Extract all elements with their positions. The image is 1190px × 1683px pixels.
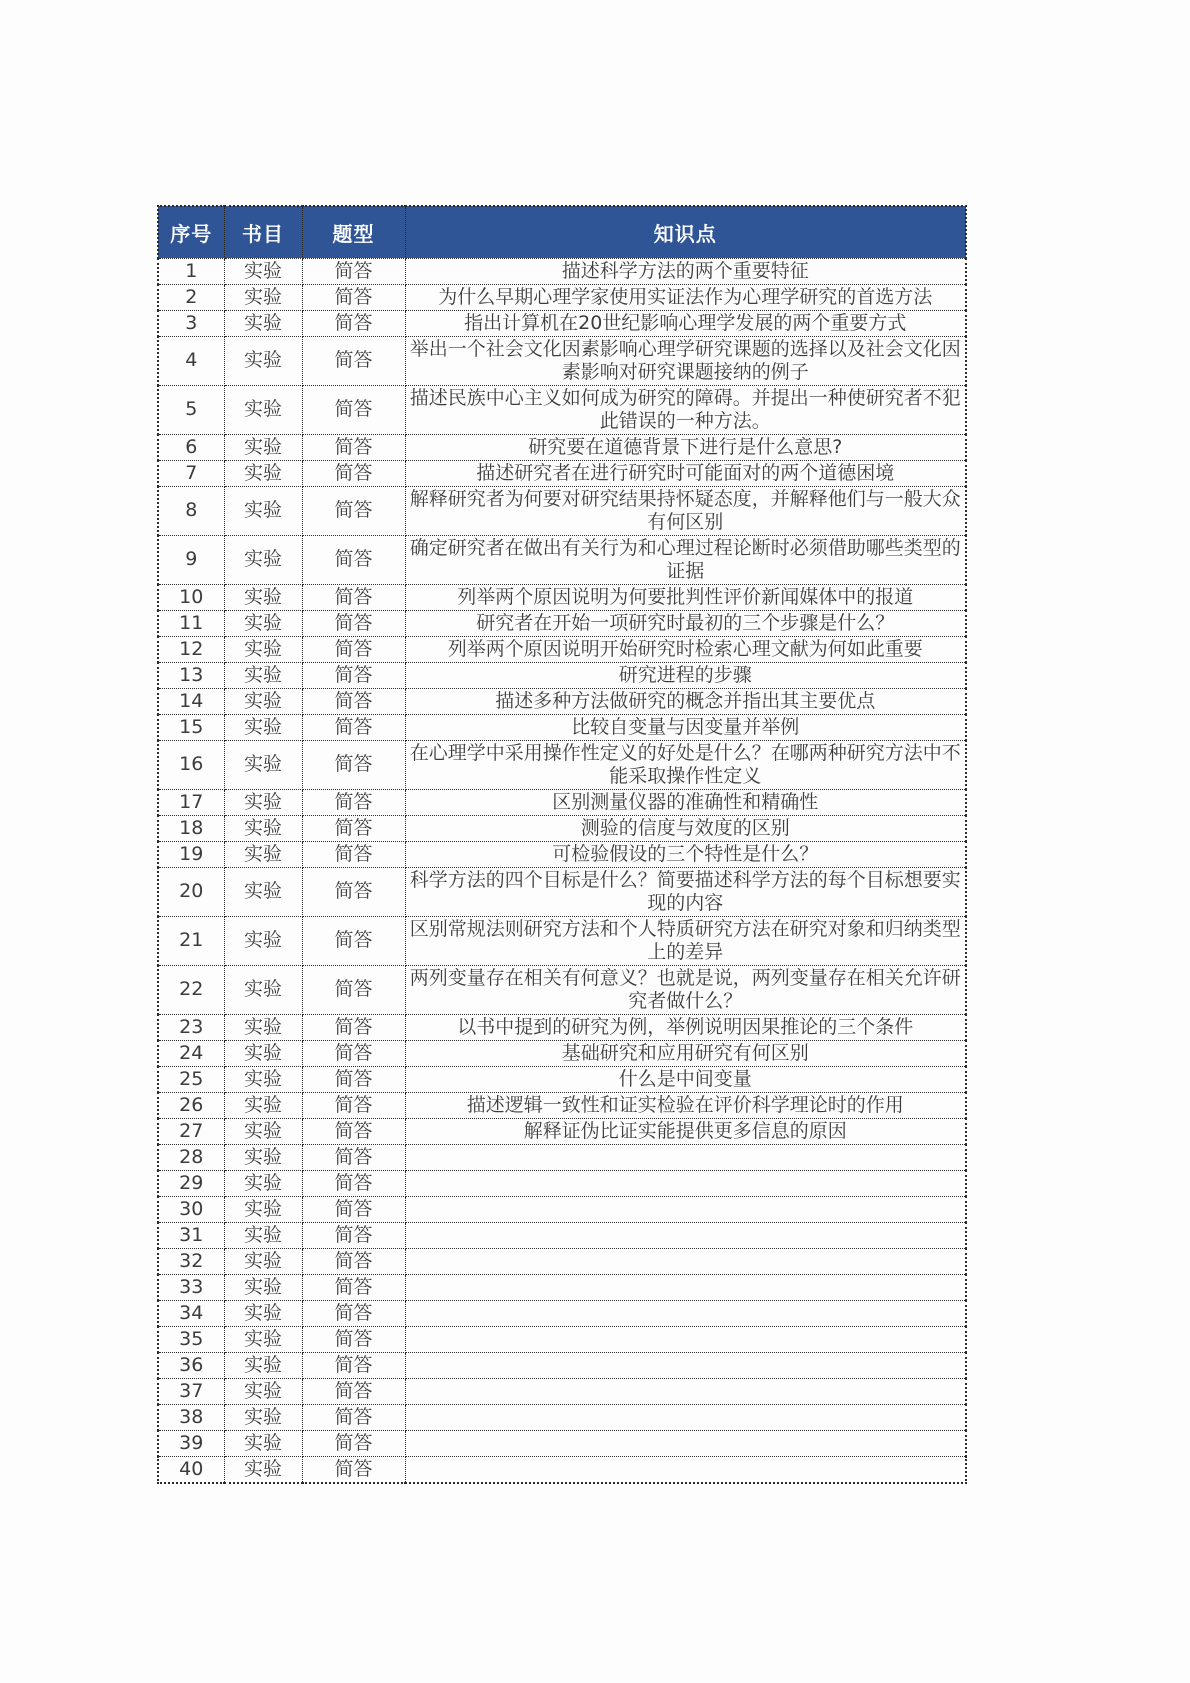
- cell-book: 实验: [224, 1274, 302, 1300]
- cell-knowledge-point: 可检验假设的三个特性是什么？: [405, 841, 966, 867]
- table-row: [158, 1430, 966, 1456]
- cell-index: 29: [158, 1170, 224, 1196]
- cell-knowledge-point: 指出计算机在20世纪影响心理学发展的两个重要方式: [405, 310, 966, 336]
- col-header-book: 书目: [224, 206, 302, 258]
- table-row: [158, 1378, 966, 1404]
- cell-book: 实验: [224, 1040, 302, 1066]
- table-row: [158, 740, 966, 789]
- cell-index: 24: [158, 1040, 224, 1066]
- cell-question-type: 简答: [302, 1118, 405, 1144]
- cell-question-type: 简答: [302, 965, 405, 1014]
- header-row: [158, 206, 966, 258]
- cell-knowledge-point: 两列变量存在相关有何意义？也就是说，两列变量存在相关允许研究者做什么？: [405, 965, 966, 1014]
- cell-question-type: 简答: [302, 714, 405, 740]
- cell-book: 实验: [224, 965, 302, 1014]
- cell-question-type: 简答: [302, 1196, 405, 1222]
- cell-knowledge-point: 什么是中间变量: [405, 1066, 966, 1092]
- cell-book: 实验: [224, 662, 302, 688]
- cell-book: 实验: [224, 486, 302, 535]
- cell-question-type: 简答: [302, 867, 405, 916]
- table-row: [158, 284, 966, 310]
- cell-knowledge-point: 为什么早期心理学家使用实证法作为心理学研究的首选方法: [405, 284, 966, 310]
- cell-knowledge-point: 区别测量仪器的准确性和精确性: [405, 789, 966, 815]
- table-row: [158, 688, 966, 714]
- cell-index: 37: [158, 1378, 224, 1404]
- cell-question-type: 简答: [302, 688, 405, 714]
- cell-question-type: 简答: [302, 1092, 405, 1118]
- cell-book: 实验: [224, 841, 302, 867]
- cell-book: 实验: [224, 1118, 302, 1144]
- cell-book: 实验: [224, 535, 302, 584]
- cell-index: 19: [158, 841, 224, 867]
- knowledge-points-table: [157, 205, 967, 1484]
- cell-index: 30: [158, 1196, 224, 1222]
- cell-question-type: 简答: [302, 1378, 405, 1404]
- cell-index: 10: [158, 584, 224, 610]
- cell-index: 2: [158, 284, 224, 310]
- table-body: [158, 258, 966, 1483]
- cell-index: 36: [158, 1352, 224, 1378]
- cell-index: 17: [158, 789, 224, 815]
- cell-knowledge-point: 比较自变量与因变量并举例: [405, 714, 966, 740]
- cell-index: 12: [158, 636, 224, 662]
- cell-index: 5: [158, 385, 224, 434]
- cell-index: 8: [158, 486, 224, 535]
- cell-question-type: 简答: [302, 1248, 405, 1274]
- cell-knowledge-point: 研究者在开始一项研究时最初的三个步骤是什么？: [405, 610, 966, 636]
- cell-question-type: 简答: [302, 584, 405, 610]
- cell-knowledge-point: 确定研究者在做出有关行为和心理过程论断时必须借助哪些类型的证据: [405, 535, 966, 584]
- cell-knowledge-point: 区别常规法则研究方法和个人特质研究方法在研究对象和归纳类型上的差异: [405, 916, 966, 965]
- cell-book: 实验: [224, 434, 302, 460]
- cell-question-type: 简答: [302, 1352, 405, 1378]
- table-row: [158, 1040, 966, 1066]
- cell-knowledge-point: 以书中提到的研究为例，举例说明因果推论的三个条件: [405, 1014, 966, 1040]
- cell-question-type: 简答: [302, 815, 405, 841]
- cell-knowledge-point: 描述民族中心主义如何成为研究的障碍。并提出一种使研究者不犯此错误的一种方法。: [405, 385, 966, 434]
- cell-index: 40: [158, 1456, 224, 1483]
- cell-question-type: 简答: [302, 1170, 405, 1196]
- cell-book: 实验: [224, 688, 302, 714]
- cell-book: 实验: [224, 1378, 302, 1404]
- table-row: [158, 1092, 966, 1118]
- table-row: [158, 1326, 966, 1352]
- table-row: [158, 258, 966, 284]
- table-row: [158, 1014, 966, 1040]
- table-row: [158, 1248, 966, 1274]
- cell-knowledge-point: 描述研究者在进行研究时可能面对的两个道德困境: [405, 460, 966, 486]
- cell-knowledge-point: 举出一个社会文化因素影响心理学研究课题的选择以及社会文化因素影响对研究课题接纳的例子: [405, 336, 966, 385]
- cell-index: 9: [158, 535, 224, 584]
- cell-index: 23: [158, 1014, 224, 1040]
- cell-knowledge-point: [405, 1456, 966, 1483]
- cell-question-type: 简答: [302, 385, 405, 434]
- cell-knowledge-point: 研究进程的步骤: [405, 662, 966, 688]
- col-header-index: 序号: [158, 206, 224, 258]
- cell-book: 实验: [224, 1300, 302, 1326]
- cell-question-type: 简答: [302, 662, 405, 688]
- cell-book: 实验: [224, 1092, 302, 1118]
- cell-knowledge-point: [405, 1352, 966, 1378]
- cell-book: 实验: [224, 815, 302, 841]
- cell-index: 20: [158, 867, 224, 916]
- cell-question-type: 简答: [302, 636, 405, 662]
- table-row: [158, 1274, 966, 1300]
- cell-book: 实验: [224, 1196, 302, 1222]
- cell-knowledge-point: [405, 1300, 966, 1326]
- table-row: [158, 714, 966, 740]
- cell-knowledge-point: [405, 1222, 966, 1248]
- cell-book: 实验: [224, 1326, 302, 1352]
- table-row: [158, 1196, 966, 1222]
- table-row: [158, 486, 966, 535]
- cell-index: 34: [158, 1300, 224, 1326]
- cell-index: 18: [158, 815, 224, 841]
- cell-index: 11: [158, 610, 224, 636]
- cell-index: 33: [158, 1274, 224, 1300]
- cell-book: 实验: [224, 1352, 302, 1378]
- table-row: [158, 1300, 966, 1326]
- cell-index: 6: [158, 434, 224, 460]
- cell-question-type: 简答: [302, 1222, 405, 1248]
- table-row: [158, 789, 966, 815]
- cell-question-type: 简答: [302, 535, 405, 584]
- cell-knowledge-point: [405, 1248, 966, 1274]
- cell-book: 实验: [224, 1014, 302, 1040]
- cell-knowledge-point: [405, 1196, 966, 1222]
- cell-question-type: 简答: [302, 610, 405, 636]
- cell-index: 28: [158, 1144, 224, 1170]
- cell-knowledge-point: 研究要在道德背景下进行是什么意思?: [405, 434, 966, 460]
- col-header-knowledge-point: 知识点: [405, 206, 966, 258]
- cell-question-type: 简答: [302, 1066, 405, 1092]
- cell-question-type: 简答: [302, 460, 405, 486]
- cell-book: 实验: [224, 740, 302, 789]
- cell-question-type: 简答: [302, 284, 405, 310]
- cell-book: 实验: [224, 1404, 302, 1430]
- cell-knowledge-point: [405, 1144, 966, 1170]
- cell-index: 26: [158, 1092, 224, 1118]
- cell-book: 实验: [224, 1248, 302, 1274]
- table-row: [158, 1118, 966, 1144]
- table-row: [158, 460, 966, 486]
- table-row: [158, 1222, 966, 1248]
- table-row: [158, 336, 966, 385]
- cell-book: 实验: [224, 916, 302, 965]
- cell-book: 实验: [224, 460, 302, 486]
- cell-question-type: 简答: [302, 1430, 405, 1456]
- table-row: [158, 1144, 966, 1170]
- cell-question-type: 简答: [302, 310, 405, 336]
- table-row: [158, 636, 966, 662]
- cell-index: 7: [158, 460, 224, 486]
- cell-knowledge-point: [405, 1378, 966, 1404]
- table-row: [158, 434, 966, 460]
- cell-knowledge-point: 描述科学方法的两个重要特征: [405, 258, 966, 284]
- table-row: [158, 1404, 966, 1430]
- cell-question-type: 简答: [302, 1274, 405, 1300]
- cell-question-type: 简答: [302, 1404, 405, 1430]
- cell-question-type: 简答: [302, 916, 405, 965]
- cell-knowledge-point: 描述逻辑一致性和证实检验在评价科学理论时的作用: [405, 1092, 966, 1118]
- table-row: [158, 1352, 966, 1378]
- cell-index: 16: [158, 740, 224, 789]
- cell-book: 实验: [224, 636, 302, 662]
- cell-index: 21: [158, 916, 224, 965]
- cell-index: 39: [158, 1430, 224, 1456]
- cell-index: 27: [158, 1118, 224, 1144]
- cell-book: 实验: [224, 584, 302, 610]
- cell-book: 实验: [224, 714, 302, 740]
- cell-knowledge-point: 解释证伪比证实能提供更多信息的原因: [405, 1118, 966, 1144]
- cell-knowledge-point: [405, 1170, 966, 1196]
- cell-index: 38: [158, 1404, 224, 1430]
- cell-book: 实验: [224, 258, 302, 284]
- cell-book: 实验: [224, 1144, 302, 1170]
- cell-question-type: 简答: [302, 1014, 405, 1040]
- cell-index: 35: [158, 1326, 224, 1352]
- table-row: [158, 310, 966, 336]
- cell-question-type: 简答: [302, 486, 405, 535]
- cell-knowledge-point: 解释研究者为何要对研究结果持怀疑态度，并解释他们与一般大众有何区别: [405, 486, 966, 535]
- cell-knowledge-point: 科学方法的四个目标是什么？简要描述科学方法的每个目标想要实现的内容: [405, 867, 966, 916]
- cell-index: 31: [158, 1222, 224, 1248]
- cell-question-type: 简答: [302, 1326, 405, 1352]
- cell-book: 实验: [224, 1430, 302, 1456]
- cell-knowledge-point: 列举两个原因说明为何要批判性评价新闻媒体中的报道: [405, 584, 966, 610]
- cell-question-type: 简答: [302, 258, 405, 284]
- cell-question-type: 简答: [302, 336, 405, 385]
- cell-index: 3: [158, 310, 224, 336]
- table-row: [158, 610, 966, 636]
- cell-knowledge-point: 列举两个原因说明开始研究时检索心理文献为何如此重要: [405, 636, 966, 662]
- cell-book: 实验: [224, 610, 302, 636]
- cell-knowledge-point: [405, 1404, 966, 1430]
- cell-book: 实验: [224, 1170, 302, 1196]
- table-row: [158, 1170, 966, 1196]
- table-row: [158, 867, 966, 916]
- cell-book: 实验: [224, 336, 302, 385]
- col-header-question-type: 题型: [302, 206, 405, 258]
- cell-index: 15: [158, 714, 224, 740]
- table-row: [158, 1066, 966, 1092]
- cell-book: 实验: [224, 1456, 302, 1483]
- cell-question-type: 简答: [302, 841, 405, 867]
- cell-knowledge-point: 描述多种方法做研究的概念并指出其主要优点: [405, 688, 966, 714]
- cell-knowledge-point: [405, 1326, 966, 1352]
- cell-knowledge-point: [405, 1274, 966, 1300]
- cell-knowledge-point: 基础研究和应用研究有何区别: [405, 1040, 966, 1066]
- cell-question-type: 简答: [302, 1456, 405, 1483]
- cell-question-type: 简答: [302, 789, 405, 815]
- cell-question-type: 简答: [302, 434, 405, 460]
- cell-index: 32: [158, 1248, 224, 1274]
- cell-index: 25: [158, 1066, 224, 1092]
- cell-knowledge-point: 测验的信度与效度的区别: [405, 815, 966, 841]
- cell-index: 22: [158, 965, 224, 1014]
- table-row: [158, 841, 966, 867]
- cell-knowledge-point: [405, 1430, 966, 1456]
- cell-knowledge-point: 在心理学中采用操作性定义的好处是什么？在哪两种研究方法中不能采取操作性定义: [405, 740, 966, 789]
- table-row: [158, 535, 966, 584]
- cell-book: 实验: [224, 867, 302, 916]
- cell-index: 13: [158, 662, 224, 688]
- cell-question-type: 简答: [302, 1144, 405, 1170]
- table-row: [158, 662, 966, 688]
- cell-question-type: 简答: [302, 1300, 405, 1326]
- table-row: [158, 916, 966, 965]
- table-row: [158, 815, 966, 841]
- table-row: [158, 584, 966, 610]
- cell-index: 14: [158, 688, 224, 714]
- cell-book: 实验: [224, 284, 302, 310]
- cell-question-type: 简答: [302, 740, 405, 789]
- table-row: [158, 965, 966, 1014]
- table-row: [158, 385, 966, 434]
- table-row: [158, 1456, 966, 1483]
- cell-book: 实验: [224, 1066, 302, 1092]
- cell-index: 1: [158, 258, 224, 284]
- cell-index: 4: [158, 336, 224, 385]
- cell-question-type: 简答: [302, 1040, 405, 1066]
- cell-book: 实验: [224, 789, 302, 815]
- cell-book: 实验: [224, 1222, 302, 1248]
- cell-book: 实验: [224, 385, 302, 434]
- cell-book: 实验: [224, 310, 302, 336]
